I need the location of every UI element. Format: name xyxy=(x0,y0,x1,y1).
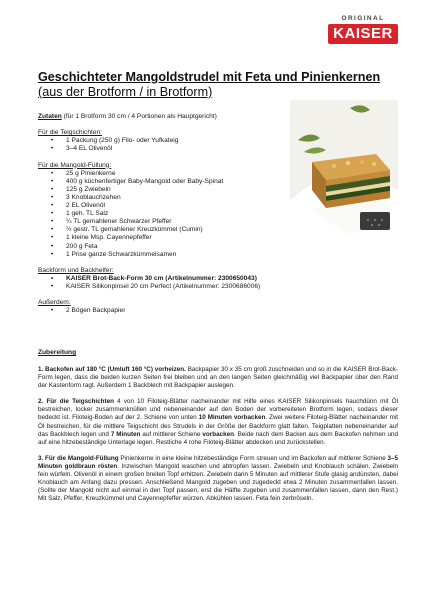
strudel-photo-illustration xyxy=(290,100,398,244)
step-2-bold: 7 Minuten xyxy=(110,430,141,438)
teig-heading: Für die Teigschichten: xyxy=(38,129,103,137)
step-2-lead: 2. Für die Teigschichten xyxy=(38,398,114,406)
ausserdem-heading: Außerdem: xyxy=(38,299,71,307)
backform-heading: Backform und Backhelfer: xyxy=(38,266,114,274)
step-2-bold: vorbacken xyxy=(202,430,234,438)
list-item: • 3 Knoblauchzehen xyxy=(38,194,288,202)
zutaten-heading xyxy=(38,113,288,121)
list-item: • 2 Bögen Backpapier xyxy=(38,307,288,315)
preparation-steps xyxy=(38,366,398,511)
step-3-lead: 3. Für die Mangold-Füllung xyxy=(38,454,119,462)
list-item: • 125 g Zwiebeln xyxy=(38,186,288,194)
step-1-text: Backpapier 30 x 35 cm groß zuschneiden und so in die KAISER Brot-Back-Form legen, dass die beiden kurzen Seiten frei bleiben und an den langen Seiten gleichmäßig viel Backpapier über den Rand der Kastenform ragt. Außerdem 1 Backblech mit Backpapier auslegen. xyxy=(38,366,398,390)
step-2-text: auf mittlerer Schiene xyxy=(140,430,203,438)
strudel-photo xyxy=(290,100,398,244)
zutaten-label: Zutaten xyxy=(38,113,62,120)
step-3 xyxy=(38,455,398,504)
recipe-title: Geschichteter Mangoldstrudel mit Feta und Pinienkernen xyxy=(38,70,381,84)
list-item: • 400 g küchenfertiger Baby-Mangold oder Baby-Spinat xyxy=(38,178,288,186)
fuellung-list xyxy=(38,170,288,259)
step-3-bold: 3–5 Minuten goldbraun rösten xyxy=(38,454,399,470)
list-item: • 200 g Feta xyxy=(38,243,288,251)
step-2 xyxy=(38,398,398,447)
ingredients-section xyxy=(38,113,288,315)
step-2-text: . Beide nach dem Backen aus dem Backofen nehmen und auf eine hitzebeständige Unterlage legen. Restliche 4 rohe Filoteig-Blätter abdecken und zurückstellen. xyxy=(38,430,398,446)
list-item: • KAISER Brot-Back-Form 30 cm (Artikelnummer: 2300650043) xyxy=(38,275,288,283)
list-item: • KAISER Silikonpinsel 20 cm Perfect (Artikelnummer: 2300686006) xyxy=(38,283,288,291)
logo-brand-text: KAISER xyxy=(333,25,393,42)
list-item: • 1 Prise ganze Schwarzkümmelsamen xyxy=(38,251,288,259)
step-2-text: . Zwei weitere Filoteig-Blätter nacheinander mit Öl bestreichen, für die mittlere Teigschicht des Strudels in der Größe der Backform glatt falten. Teigplatten nebeneinander auf das Backblech legen und xyxy=(38,414,398,438)
list-item: • ¼ TL gemahlener Schwarzer Pfeffer xyxy=(38,218,288,226)
logo-brand-box xyxy=(328,24,398,44)
recipe-subtitle: (aus der Brotform / in Brotform) xyxy=(38,85,213,99)
list-item: • 1 Packung (250 g) Filo- oder Yufkateig xyxy=(38,137,288,145)
list-item: • 2 EL Olivenöl xyxy=(38,202,288,210)
backform-list xyxy=(38,275,288,291)
step-2-text: 4 von 10 Filoteig-Blätter nacheinander mit Hilfe eines KAISER Silikonpinsels hauchdünn mit Öl bestreichen, locker zusammenknüllen und nebeneinander auf den Boden der vorbereiteten Brotform legen, sodass dieser bedeckt ist. Filoteig-Boden auf der 2. Schiene von unten xyxy=(38,398,398,422)
list-item: • 25 g Pinienkerne xyxy=(38,170,288,178)
teig-list xyxy=(38,137,288,153)
zubereitung-heading: Zubereitung xyxy=(38,349,77,356)
step-3-text: Pinienkerne in eine kleine hitzebeständige Form streuen und im Backofen auf mittlerer Schiene xyxy=(118,454,388,462)
step-1 xyxy=(38,366,398,390)
list-item: • ½ gestr. TL gemahlener Kreuzkümmel (Cumin) xyxy=(38,226,288,234)
step-2-bold: 10 Minuten vorbacken xyxy=(198,414,266,422)
ausserdem-list xyxy=(38,307,288,315)
list-item: • 3–4 EL Olivenöl xyxy=(38,145,288,153)
zutaten-note: (für 1 Brotform 30 cm / 4 Portionen als Hauptgericht) xyxy=(61,113,217,120)
list-item: • 1 kleine Msp. Cayennepfeffer xyxy=(38,234,288,242)
list-item: • 1 geh. TL Salz xyxy=(38,210,288,218)
fuellung-heading: Für die Mangold-Füllung: xyxy=(38,161,112,169)
kaiser-logo xyxy=(328,14,398,48)
step-3-text: . Inzwischen Mangold waschen und abtropfen lassen. Zwiebeln und Knoblauch schälen. Zwiebeln fein würfeln. Olivenöl in einem großen breiten Topf erhitzen. Zwiebeln darin 5 Minuten auf mittlerer Stufe glasig andünsten, dabei Knoblauch am Anfang dazu pressen. Anschließend Mangold zugeben und zugedeckt etwa 2 Minuten zusammenfallen lassen. (Sollte der Mangold nicht auf einmal in den Topf passen, erst die Hälfte zugeben und zusammenfallen lassen, dann den Rest.) Mit Salz, Pfeffer, Kreuzkümmel und Cayennepfeffer würzen. Abkühlen lassen. Feta fein zerbröseln. xyxy=(38,462,398,503)
logo-original-text: ORIGINAL xyxy=(341,15,385,22)
step-1-lead: 1. Backofen auf 180 °C (Umluft 160 °C) vorheizen. xyxy=(38,366,186,373)
